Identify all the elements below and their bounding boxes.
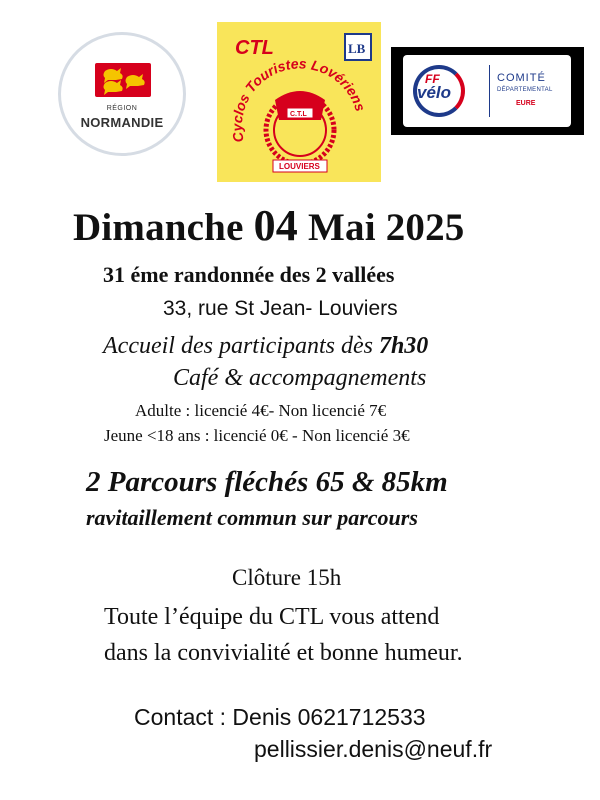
event-date [73, 200, 465, 251]
ctl-plate: C.T.L [290, 111, 307, 118]
normandy-flag-icon [95, 63, 151, 97]
contact-email[interactable]: pellissier.denis@neuf.fr [254, 736, 493, 762]
region-label: RÉGION [106, 105, 138, 112]
event-address: 33, rue St Jean- Louviers [163, 297, 398, 320]
ffvelo-velo-text: vélo [417, 83, 452, 102]
normandie-label: NORMANDIE [80, 115, 164, 130]
team-message-line2: dans la convivialité et bonne humeur. [104, 640, 463, 666]
supply-note: ravitaillement commun sur parcours [86, 505, 418, 530]
ctl-acronym: CTL [235, 37, 274, 59]
ctl-emblem: LB [348, 41, 366, 56]
welcome-time [103, 333, 428, 360]
event-day-name: Dimanche [73, 206, 244, 249]
ffvelo-divider [489, 65, 490, 117]
event-title: 31 éme randonnée des 2 vallées [103, 262, 395, 287]
price-youth: Jeune <18 ans : licencié 0€ - Non licencié 3€ [104, 426, 410, 445]
team-message-line1: Toute l’équipe du CTL vous attend [104, 604, 440, 630]
ctl-badge: LOUVIERS [279, 162, 320, 171]
event-month-year: Mai 2025 [308, 206, 465, 249]
lions-icon [95, 63, 151, 97]
refreshments: Café & accompagnements [173, 365, 427, 391]
welcome-hour: 7h30 [378, 333, 429, 359]
ffvelo-eure-text: EURE [516, 100, 536, 107]
price-adult: Adulte : licencié 4€- Non licencié 7€ [135, 401, 387, 420]
contact-info: Contact : Denis 0621712533 [134, 704, 426, 730]
ffvelo-comite-text: COMITÉ [497, 72, 546, 84]
welcome-prefix: Accueil des participants dès [103, 333, 379, 359]
ffvelo-ff-text: FF [425, 72, 440, 86]
event-day-number: 04 [253, 201, 298, 250]
ctl-club-logo [217, 22, 381, 182]
ffvelo-departemental-text: DÉPARTEMENTAL [497, 87, 553, 93]
ctl-badge-icon [217, 22, 381, 182]
ctl-arc-text: Cyclos Touristes Lovériens [228, 55, 369, 144]
closing-time: Clôture 15h [232, 565, 342, 590]
routes-heading: 2 Parcours fléchés 65 & 85km [86, 466, 448, 498]
ffvelo-comite-logo [391, 47, 584, 135]
region-normandie-logo [58, 32, 186, 156]
